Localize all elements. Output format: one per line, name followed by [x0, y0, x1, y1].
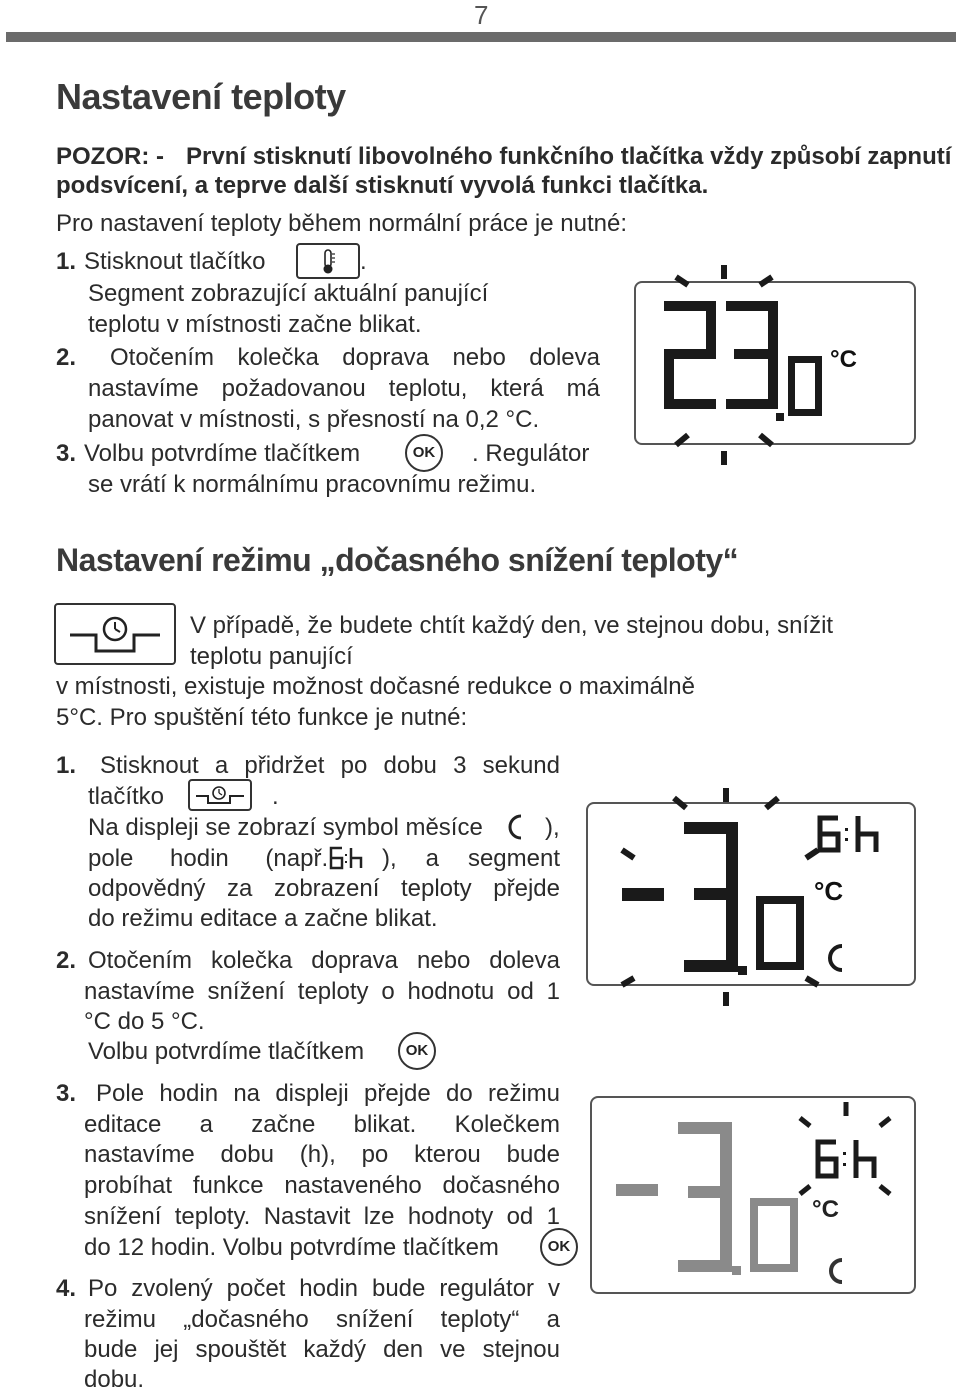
step-text: teplotu v místnosti začne blikat. [88, 311, 422, 338]
step-text: bude jej spouštět každý den ve stejnou [84, 1336, 560, 1363]
warning-line-1: První stisknutí libovolného funkčního tlačítka vždy způsobí zapnutí [186, 143, 952, 170]
thermometer-icon [298, 245, 358, 277]
setback-clock-icon [190, 781, 250, 809]
section-title-setback: Nastavení režimu „dočasného snížení teploty“ [56, 542, 739, 578]
intro-text: v místnosti, existuje možnost dočasné redukce o maximálně [56, 673, 695, 700]
step-text: tlačítko [88, 783, 165, 810]
step-text: pole hodin (např. [88, 845, 329, 872]
step-number: 1. [56, 752, 77, 779]
page-number: 7 [474, 0, 489, 30]
step-text: Po zvolený počet hodin bude regulátor v [88, 1275, 560, 1302]
intro-text: Pro nastavení teploty během normální práce je nutné: [56, 210, 628, 237]
unit-label: °C [814, 876, 844, 906]
step-text: . [360, 248, 367, 275]
unit-label: °C [812, 1196, 839, 1223]
setback-clock-icon [56, 605, 174, 663]
hours-6h-icon [328, 845, 364, 871]
step-text: se vrátí k normálnímu pracovnímu režimu. [88, 471, 537, 498]
step-text: do režimu editace a začne blikat. [88, 905, 438, 932]
step-text: Otočením kolečka doprava nebo doleva [88, 947, 560, 974]
step-number: 3. [56, 440, 77, 467]
setback-button-small [188, 779, 252, 811]
intro-text: V případě, že budete chtít každý den, ve stejnou dobu, snížit [190, 612, 834, 639]
step-text: ), [545, 814, 560, 841]
lcd-digits-minus-3-0-grey [590, 1096, 912, 1290]
step-text: probíhat funkce nastaveného dočasného [84, 1172, 560, 1199]
step-text: do 12 hodin. Volbu potvrdíme tlačítkem [84, 1234, 499, 1261]
step-text: panovat v místnosti, s přesností na 0,2 °C. [88, 406, 540, 433]
warning-label: POZOR: - [56, 143, 164, 170]
step-text: Pole hodin na displeji přejde do režimu [96, 1080, 560, 1107]
step-text: Volbu potvrdíme tlačítkem [84, 440, 361, 467]
ok-icon: OK [540, 1228, 578, 1266]
step-number: 3. [56, 1080, 77, 1107]
step-text: Na displeji se zobrazí symbol měsíce [88, 814, 483, 841]
lcd-digits-minus-3-0 [586, 780, 916, 1020]
ok-icon: OK [405, 434, 443, 472]
step-text: dobu. [84, 1366, 145, 1393]
step-text: ), a segment [382, 845, 560, 872]
section-title-temperature: Nastavení teploty [56, 76, 346, 117]
step-text: nastavíme požadovanou teplotu, která má [88, 375, 600, 402]
step-text: Volbu potvrdíme tlačítkem [88, 1038, 365, 1065]
step-text: Segment zobrazující aktuální panující [88, 280, 489, 307]
step-text: °C do 5 °C. [84, 1008, 205, 1035]
step-text: . [272, 783, 279, 810]
ok-icon: OK [398, 1032, 436, 1070]
step-number: 2. [56, 344, 77, 371]
step-text: Stisknout tlačítko [84, 248, 266, 275]
intro-text: 5°C. Pro spuštění této funkce je nutné: [56, 704, 468, 731]
warning-line-2: podsvícení, a teprve další stisknutí vyvolá funkci tlačítka. [56, 172, 709, 199]
step-text: editace a začne blikat. Kolečkem [84, 1111, 560, 1138]
step-text: režimu „dočasného snížení teploty“ a [84, 1306, 560, 1333]
step-text: Stisknout a přidržet po dobu 3 sekund [100, 752, 560, 779]
step-number: 1. [56, 248, 77, 275]
moon-icon [503, 813, 529, 841]
step-text: nastavíme dobu (h), po kterou bude [84, 1141, 560, 1168]
thermometer-button [296, 243, 360, 279]
intro-text: teplotu panující [190, 643, 353, 670]
step-number: 2. [56, 947, 77, 974]
blink-marks [634, 255, 912, 470]
step-text: Otočením kolečka doprava nebo doleva [110, 344, 600, 371]
step-text: odpovědný za zobrazení teploty přejde [88, 875, 560, 902]
header-rule [6, 32, 956, 42]
step-text: nastavíme snížení teploty o hodnotu od 1 [84, 978, 560, 1005]
step-text: snížení teploty. Nastavit lze hodnoty od 1 [84, 1203, 560, 1230]
setback-button [54, 603, 176, 665]
unit-label: °C [830, 346, 857, 373]
step-text: . Regulátor [472, 440, 590, 467]
step-number: 4. [56, 1275, 77, 1302]
